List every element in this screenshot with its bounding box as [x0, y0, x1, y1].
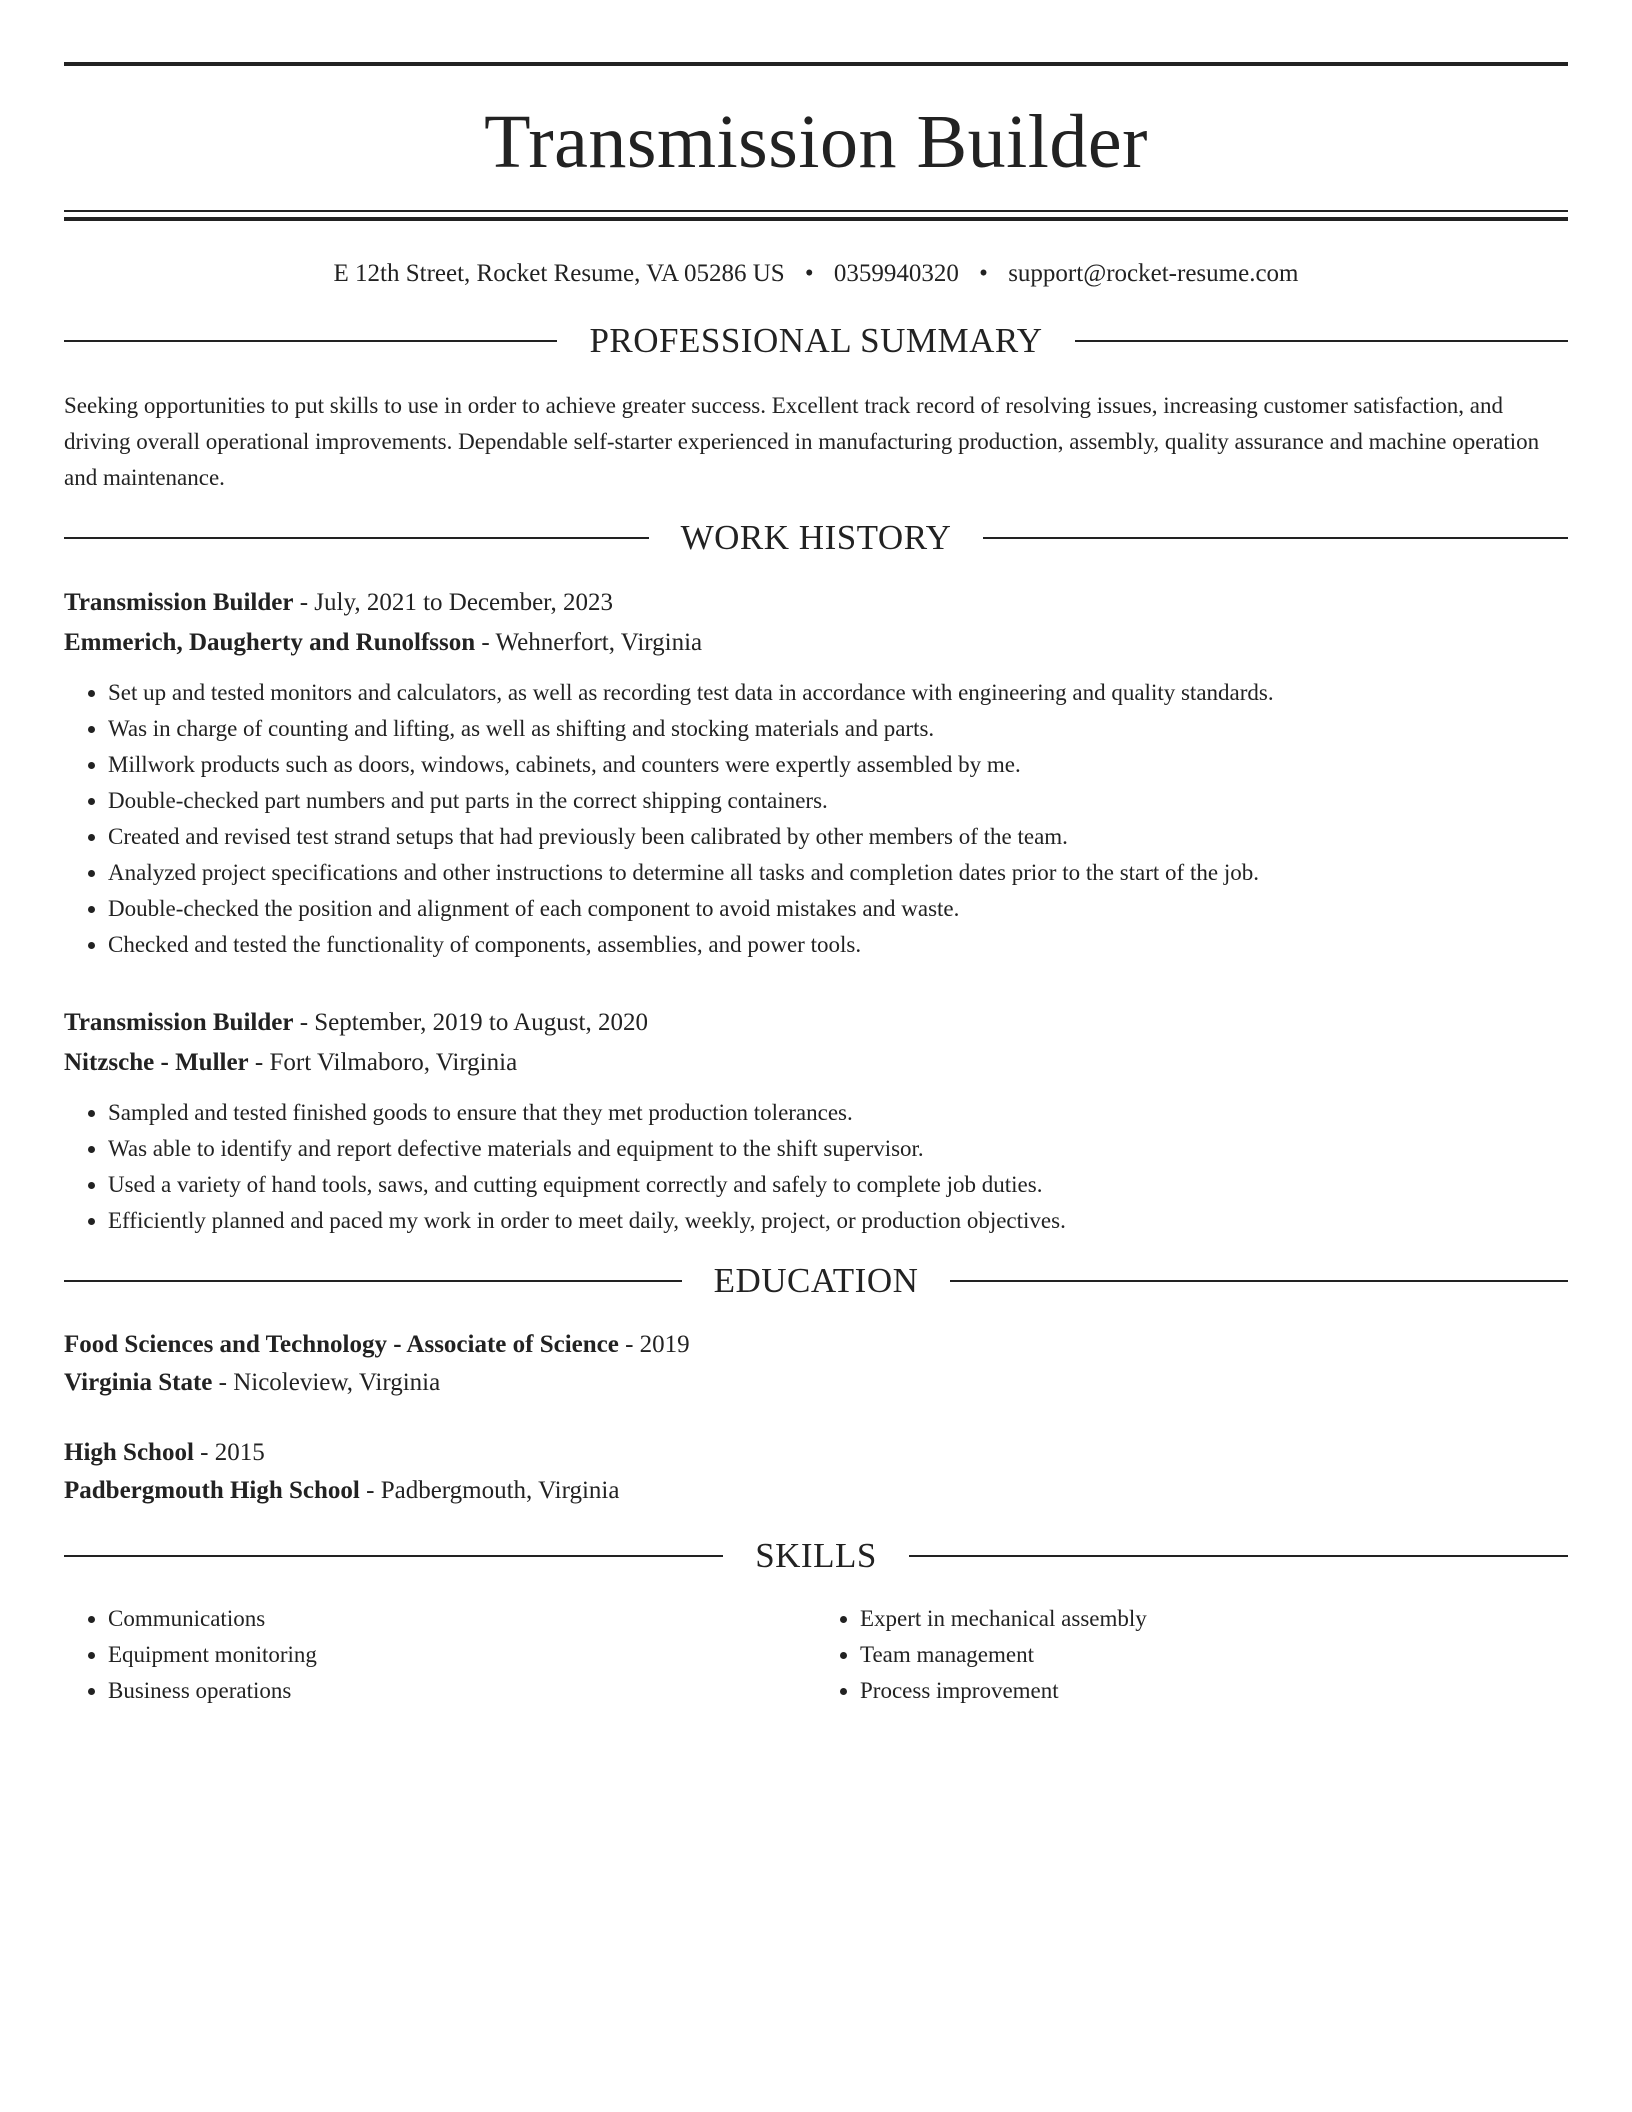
job-duty: • Was in charge of counting and lifting, as well as shifting and stocking materials and parts. [108, 711, 1568, 747]
section-rule-right [950, 1280, 1568, 1282]
summary-text: Seeking opportunities to put skills to use in order to achieve greater success. Excellent track record of resolving issues, increasing customer satisfaction, and driving overall operational improvements. Dependable self-starter experienced in manufacturing production, assembly, quality assurance and machine operation and maintenance. [64, 393, 1540, 490]
job-company-line [64, 1043, 1568, 1083]
job-entry [64, 583, 1568, 963]
job-duty: • Was able to identify and report defective materials and equipment to the shift supervisor. [108, 1131, 1568, 1167]
education-entry [64, 1434, 1568, 1510]
skill-item: • Business operations [108, 1673, 816, 1709]
job-duties-list [64, 1095, 1568, 1239]
skills-list-left [64, 1601, 816, 1709]
skill-item: • Communications [108, 1601, 816, 1637]
education-year: - 2019 [618, 1331, 690, 1358]
job-location: - Fort Vilmaboro, Virginia [248, 1049, 518, 1076]
section-header-skills [64, 1538, 1568, 1573]
candidate-name: Transmission Builder [484, 100, 1148, 184]
job-duty: • Set up and tested monitors and calculators, as well as recording test data in accordance with engineering and quality standards. [108, 675, 1568, 711]
education-location: - Nicoleview, Virginia [212, 1369, 441, 1396]
skill-item: • Expert in mechanical assembly [860, 1601, 1568, 1637]
skills-columns [64, 1601, 1568, 1709]
section-header-summary [64, 323, 1568, 358]
job-dates: - September, 2019 to August, 2020 [293, 1009, 648, 1036]
section-title: PROFESSIONAL SUMMARY [589, 321, 1043, 360]
education-school-line [64, 1472, 1568, 1510]
contact-line [64, 259, 1568, 289]
job-duty: • Sampled and tested finished goods to ensure that they met production tolerances. [108, 1095, 1568, 1131]
education-degree-line [64, 1326, 1568, 1364]
name-double-rule [64, 210, 1568, 221]
job-location: - Wehnerfort, Virginia [475, 629, 703, 656]
section-rule-left [64, 537, 649, 539]
job-duty: • Checked and tested the functionality of components, assemblies, and power tools. [108, 927, 1568, 963]
section-title: EDUCATION [713, 1261, 919, 1300]
education-entry [64, 1326, 1568, 1402]
education-location: - Padbergmouth, Virginia [359, 1477, 620, 1504]
skill-item: • Equipment monitoring [108, 1637, 816, 1673]
education-degree-line [64, 1434, 1568, 1472]
education-school: Virginia State [64, 1369, 213, 1396]
section-rule-left [64, 1555, 723, 1557]
contact-separator: • [804, 260, 814, 287]
job-duty: • Created and revised test strand setups that had previously been calibrated by other members of the team. [108, 819, 1568, 855]
section-header-work-history [64, 520, 1568, 555]
skill-item: • Team management [860, 1637, 1568, 1673]
job-company-line [64, 623, 1568, 663]
section-title: SKILLS [755, 1536, 877, 1575]
job-duty: • Used a variety of hand tools, saws, and cutting equipment correctly and safely to complete job duties. [108, 1167, 1568, 1203]
job-dates: - July, 2021 to December, 2023 [293, 589, 613, 616]
job-title: Transmission Builder [64, 1009, 294, 1036]
contact-email: support@rocket-resume.com [1008, 260, 1299, 287]
section-rule-left [64, 1280, 682, 1282]
education-school: Padbergmouth High School [64, 1477, 360, 1504]
job-duties-list [64, 675, 1568, 963]
skill-item: • Process improvement [860, 1673, 1568, 1709]
section-title: WORK HISTORY [680, 518, 952, 557]
job-duty: • Efficiently planned and paced my work in order to meet daily, weekly, project, or production objectives. [108, 1203, 1568, 1239]
section-rule-left [64, 340, 557, 342]
job-title: Transmission Builder [64, 589, 294, 616]
job-company: Nitzsche - Muller [64, 1049, 249, 1076]
job-duty: • Double-checked the position and alignment of each component to avoid mistakes and waste. [108, 891, 1568, 927]
section-rule-right [983, 537, 1568, 539]
section-header-education [64, 1263, 1568, 1298]
job-title-line [64, 1003, 1568, 1043]
skills-list-right [816, 1601, 1568, 1709]
section-rule-right [909, 1555, 1568, 1557]
education-school-line [64, 1364, 1568, 1402]
contact-phone: 0359940320 [833, 260, 959, 287]
contact-address: E 12th Street, Rocket Resume, VA 05286 US [333, 260, 785, 287]
education-year: - 2015 [193, 1439, 265, 1466]
contact-separator: • [979, 260, 988, 287]
section-rule-right [1075, 340, 1568, 342]
job-duty: • Double-checked part numbers and put parts in the correct shipping containers. [108, 783, 1568, 819]
job-title-line [64, 583, 1568, 623]
job-entry [64, 1003, 1568, 1239]
job-duty: • Analyzed project specifications and other instructions to determine all tasks and completion dates prior to the start of the job. [108, 855, 1568, 891]
education-degree: Food Sciences and Technology - Associate of Science [64, 1331, 619, 1358]
job-company: Emmerich, Daugherty and Runolfsson [64, 629, 476, 656]
job-duty: • Millwork products such as doors, windows, cabinets, and counters were expertly assembled by me. [108, 747, 1568, 783]
education-degree: High School [64, 1439, 194, 1466]
